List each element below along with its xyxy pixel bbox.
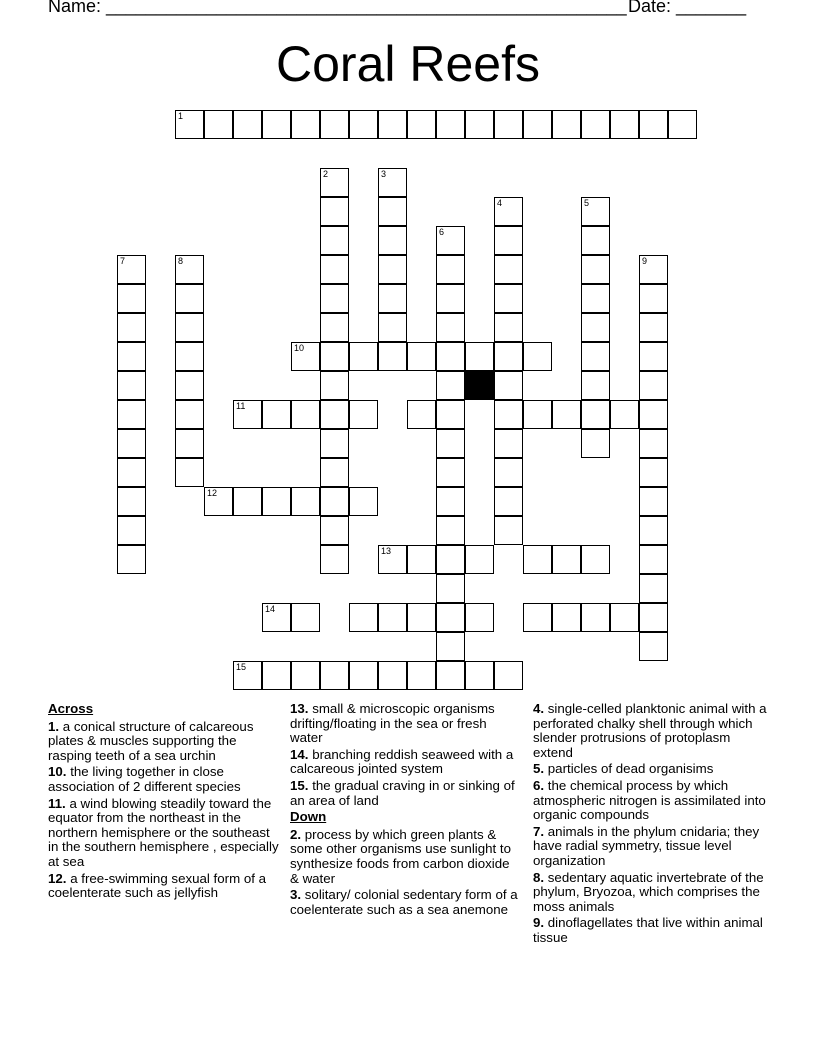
clues-column-2 <box>290 702 520 919</box>
grid-cell[interactable] <box>262 110 291 139</box>
grid-cell[interactable] <box>581 255 610 284</box>
grid-cell[interactable] <box>436 661 465 690</box>
grid-cell[interactable] <box>581 545 610 574</box>
grid-cell[interactable] <box>610 110 639 139</box>
grid-cell[interactable] <box>117 400 146 429</box>
grid-cell[interactable] <box>407 545 436 574</box>
grid-cell[interactable] <box>320 255 349 284</box>
grid-cell[interactable] <box>436 516 465 545</box>
clues-column-3 <box>533 702 773 948</box>
grid-cell[interactable] <box>291 487 320 516</box>
grid-cell[interactable] <box>175 342 204 371</box>
grid-cell[interactable] <box>175 458 204 487</box>
grid-cell[interactable] <box>465 661 494 690</box>
grid-cell[interactable] <box>465 110 494 139</box>
grid-cell[interactable] <box>639 284 668 313</box>
grid-cell[interactable] <box>581 226 610 255</box>
grid-cell[interactable] <box>639 255 668 284</box>
grid-cell[interactable] <box>291 400 320 429</box>
grid-cell[interactable] <box>581 603 610 632</box>
grid-cell[interactable] <box>639 603 668 632</box>
grid-cell[interactable] <box>581 110 610 139</box>
grid-cell[interactable] <box>523 400 552 429</box>
grid-cell[interactable] <box>552 110 581 139</box>
grid-cell[interactable] <box>581 400 610 429</box>
date-field[interactable]: Date: _______ <box>628 0 747 16</box>
grid-cell[interactable] <box>494 371 523 400</box>
clue-across-15: 15. the gradual craving in or sinking of an area of land <box>290 777 515 808</box>
grid-cell[interactable] <box>378 342 407 371</box>
clue-across-11: 11. a wind blowing steadily toward the equator from the northeast in the northern hemisphere or the southeast in the southern hemisphere , especially at sea <box>48 795 279 869</box>
grid-cell[interactable] <box>117 516 146 545</box>
grid-cell[interactable] <box>320 284 349 313</box>
grid-cell[interactable] <box>233 661 262 690</box>
grid-cell[interactable] <box>465 545 494 574</box>
clue-number: 10 <box>294 343 305 353</box>
grid-cell[interactable] <box>407 603 436 632</box>
grid-cell[interactable] <box>117 458 146 487</box>
grid-cell[interactable] <box>175 284 204 313</box>
clue-down-7: 7. animals in the phylum cnidaria; they have radial symmetry, tissue level organization <box>533 823 760 868</box>
grid-cell[interactable] <box>117 313 146 342</box>
clue-down-3: 3. solitary/ colonial sedentary form of a coelenterate such as a sea anemone <box>290 887 518 917</box>
grid-cell[interactable] <box>639 487 668 516</box>
grid-cell[interactable] <box>436 313 465 342</box>
grid-cell[interactable] <box>668 110 697 139</box>
grid-cell[interactable] <box>378 255 407 284</box>
grid-cell[interactable] <box>378 603 407 632</box>
grid-cell[interactable] <box>436 284 465 313</box>
clue-across-13: 13. small & microscopic organisms drifting/floating in the sea or fresh water <box>290 701 495 746</box>
grid-cell[interactable] <box>494 661 523 690</box>
grid-cell[interactable] <box>639 110 668 139</box>
clue-across-1: 1. a conical structure of calcareous plates & muscles supporting the rasping teeth of a sea urchin <box>48 718 254 763</box>
grid-cell[interactable] <box>233 400 262 429</box>
grid-cell[interactable] <box>639 574 668 603</box>
grid-cell[interactable] <box>494 342 523 371</box>
grid-cell[interactable] <box>407 661 436 690</box>
grid-cell[interactable] <box>117 545 146 574</box>
clue-number: 13 <box>381 546 392 556</box>
clue-across-10: 10. the living together in close association of 2 different species <box>48 764 241 794</box>
clue-across-12: 12. a free-swimming sexual form of a coelenterate such as jellyfish <box>48 870 267 901</box>
grid-cell[interactable] <box>581 284 610 313</box>
grid-cell[interactable] <box>320 487 349 516</box>
grid-cell[interactable] <box>465 603 494 632</box>
grid-cell[interactable] <box>523 110 552 139</box>
grid-cell[interactable] <box>581 313 610 342</box>
clue-number: 6 <box>439 227 445 237</box>
grid-cell[interactable] <box>494 284 523 313</box>
grid-cell[interactable] <box>291 603 320 632</box>
grid-cell[interactable] <box>349 400 378 429</box>
clue-number: 4 <box>497 198 503 208</box>
grid-cell[interactable] <box>378 313 407 342</box>
grid-cell[interactable] <box>204 487 233 516</box>
grid-cell[interactable] <box>291 661 320 690</box>
grid-cell[interactable] <box>175 400 204 429</box>
grid-cell[interactable] <box>175 110 204 139</box>
grid-cell[interactable] <box>581 197 610 226</box>
grid-cell[interactable] <box>494 255 523 284</box>
grid-cell[interactable] <box>436 371 465 400</box>
grid-cell[interactable] <box>117 429 146 458</box>
grid-cell[interactable] <box>233 487 262 516</box>
grid-cell[interactable] <box>320 429 349 458</box>
grid-cell[interactable] <box>262 400 291 429</box>
grid-cell[interactable] <box>320 197 349 226</box>
clue-number: 8 <box>178 256 184 266</box>
grid-cell[interactable] <box>436 400 465 429</box>
grid-cell[interactable] <box>320 400 349 429</box>
grid-cell[interactable] <box>436 632 465 661</box>
clue-down-9: 9. dinoflagellates that live within animal tissue <box>533 915 763 945</box>
grid-cell[interactable] <box>494 313 523 342</box>
grid-cell[interactable] <box>494 110 523 139</box>
grid-cell[interactable] <box>494 400 523 429</box>
grid-cell[interactable] <box>117 342 146 371</box>
grid-cell[interactable] <box>175 313 204 342</box>
clue-number: 12 <box>207 488 218 498</box>
grid-cell[interactable] <box>494 458 523 487</box>
grid-cell[interactable] <box>175 371 204 400</box>
grid-cell[interactable] <box>436 458 465 487</box>
across-heading: Across <box>48 701 94 716</box>
grid-cell[interactable] <box>494 197 523 226</box>
clue-down-6: 6. the chemical process by which atmospheric nitrogen is assimilated into organic compounds <box>533 777 766 823</box>
grid-cell[interactable] <box>639 632 668 661</box>
grid-cell[interactable] <box>639 313 668 342</box>
grid-cell[interactable] <box>639 458 668 487</box>
grid-cell[interactable] <box>320 545 349 574</box>
grid-cell[interactable] <box>407 110 436 139</box>
grid-cell[interactable] <box>320 313 349 342</box>
grid-cell[interactable] <box>349 110 378 139</box>
clues-column-1 <box>48 702 280 903</box>
grid-cell[interactable] <box>378 226 407 255</box>
grid-cell[interactable] <box>552 603 581 632</box>
grid-cell[interactable] <box>494 429 523 458</box>
grid-cell[interactable] <box>494 226 523 255</box>
grid-cell[interactable] <box>233 110 262 139</box>
clue-number: 5 <box>584 198 590 208</box>
grid-cell[interactable] <box>581 342 610 371</box>
grid-cell[interactable] <box>494 487 523 516</box>
grid-cell[interactable] <box>320 110 349 139</box>
grid-cell[interactable] <box>407 400 436 429</box>
grid-cell[interactable] <box>349 487 378 516</box>
grid-cell[interactable] <box>639 429 668 458</box>
grid-cell[interactable] <box>378 284 407 313</box>
clue-number: 2 <box>323 169 329 179</box>
grid-cell[interactable] <box>436 342 465 371</box>
clue-down-8: 8. sedentary aquatic invertebrate of the phylum, Bryozoa, which comprises the moss animals <box>533 869 764 914</box>
clue-down-5: 5. particles of dead organisims <box>533 761 714 777</box>
grid-cell[interactable] <box>552 545 581 574</box>
grid-cell[interactable] <box>349 603 378 632</box>
clue-number: 15 <box>236 662 247 672</box>
grid-cell[interactable] <box>581 371 610 400</box>
grid-cell[interactable] <box>436 603 465 632</box>
grid-cell[interactable] <box>320 168 349 197</box>
grid-cell[interactable] <box>610 603 639 632</box>
grid-cell[interactable] <box>436 255 465 284</box>
grid-cell[interactable] <box>639 545 668 574</box>
clue-across-14: 14. branching reddish seaweed with a calcareous jointed system <box>290 746 514 777</box>
grid-cell[interactable] <box>320 661 349 690</box>
grid-cell[interactable] <box>523 545 552 574</box>
grid-cell[interactable] <box>436 429 465 458</box>
grid-cell[interactable] <box>175 255 204 284</box>
grid-cell[interactable] <box>349 342 378 371</box>
grid-cell[interactable] <box>465 342 494 371</box>
down-heading: Down <box>290 809 327 825</box>
clue-number: 3 <box>381 169 387 179</box>
clue-down-2: 2. process by which green plants & some other organisms use sunlight to synthesize foods from carbon dioxide & water <box>290 826 511 886</box>
grid-cell[interactable] <box>349 661 378 690</box>
name-field[interactable]: Name: ____________________________________________________ <box>48 0 627 16</box>
grid-cell[interactable] <box>436 574 465 603</box>
clue-number: 1 <box>178 111 184 121</box>
grid-cell[interactable] <box>204 110 233 139</box>
grid-cell[interactable] <box>523 603 552 632</box>
grid-cell[interactable] <box>436 226 465 255</box>
grid-cell[interactable] <box>378 545 407 574</box>
grid-cell[interactable] <box>320 342 349 371</box>
grid-cell[interactable] <box>436 487 465 516</box>
grid-cell[interactable] <box>610 400 639 429</box>
grid-cell[interactable] <box>117 487 146 516</box>
grid-cell[interactable] <box>378 661 407 690</box>
clue-number: 9 <box>642 256 648 266</box>
grid-cell[interactable] <box>378 110 407 139</box>
grid-cell[interactable] <box>262 603 291 632</box>
grid-cell[interactable] <box>436 110 465 139</box>
grid-cell[interactable] <box>117 371 146 400</box>
grid-cell[interactable] <box>639 342 668 371</box>
clue-number: 7 <box>120 256 126 266</box>
grid-cell[interactable] <box>320 516 349 545</box>
grid-cell[interactable] <box>262 661 291 690</box>
grid-cell[interactable] <box>581 429 610 458</box>
grid-cell[interactable] <box>117 284 146 313</box>
page-title: Coral Reefs <box>276 36 540 92</box>
grid-cell[interactable] <box>378 197 407 226</box>
grid-cell[interactable] <box>175 429 204 458</box>
grid-cell[interactable] <box>639 371 668 400</box>
grid-cell[interactable] <box>494 516 523 545</box>
grid-cell[interactable] <box>320 371 349 400</box>
grid-cell[interactable] <box>291 342 320 371</box>
black-square <box>465 371 494 400</box>
grid-cell[interactable] <box>436 545 465 574</box>
grid-cell[interactable] <box>378 168 407 197</box>
grid-cell[interactable] <box>291 110 320 139</box>
grid-cell[interactable] <box>523 342 552 371</box>
grid-cell[interactable] <box>407 342 436 371</box>
grid-cell[interactable] <box>320 458 349 487</box>
clue-number: 14 <box>265 604 276 614</box>
clue-down-4: 4. single-celled planktonic animal with a perforated chalky shell through which slender protrusions of protoplasm extend <box>533 701 767 760</box>
grid-cell[interactable] <box>639 400 668 429</box>
grid-cell[interactable] <box>262 487 291 516</box>
clue-number: 11 <box>236 401 246 411</box>
grid-cell[interactable] <box>117 255 146 284</box>
grid-cell[interactable] <box>552 400 581 429</box>
grid-cell[interactable] <box>320 226 349 255</box>
grid-cell[interactable] <box>639 516 668 545</box>
